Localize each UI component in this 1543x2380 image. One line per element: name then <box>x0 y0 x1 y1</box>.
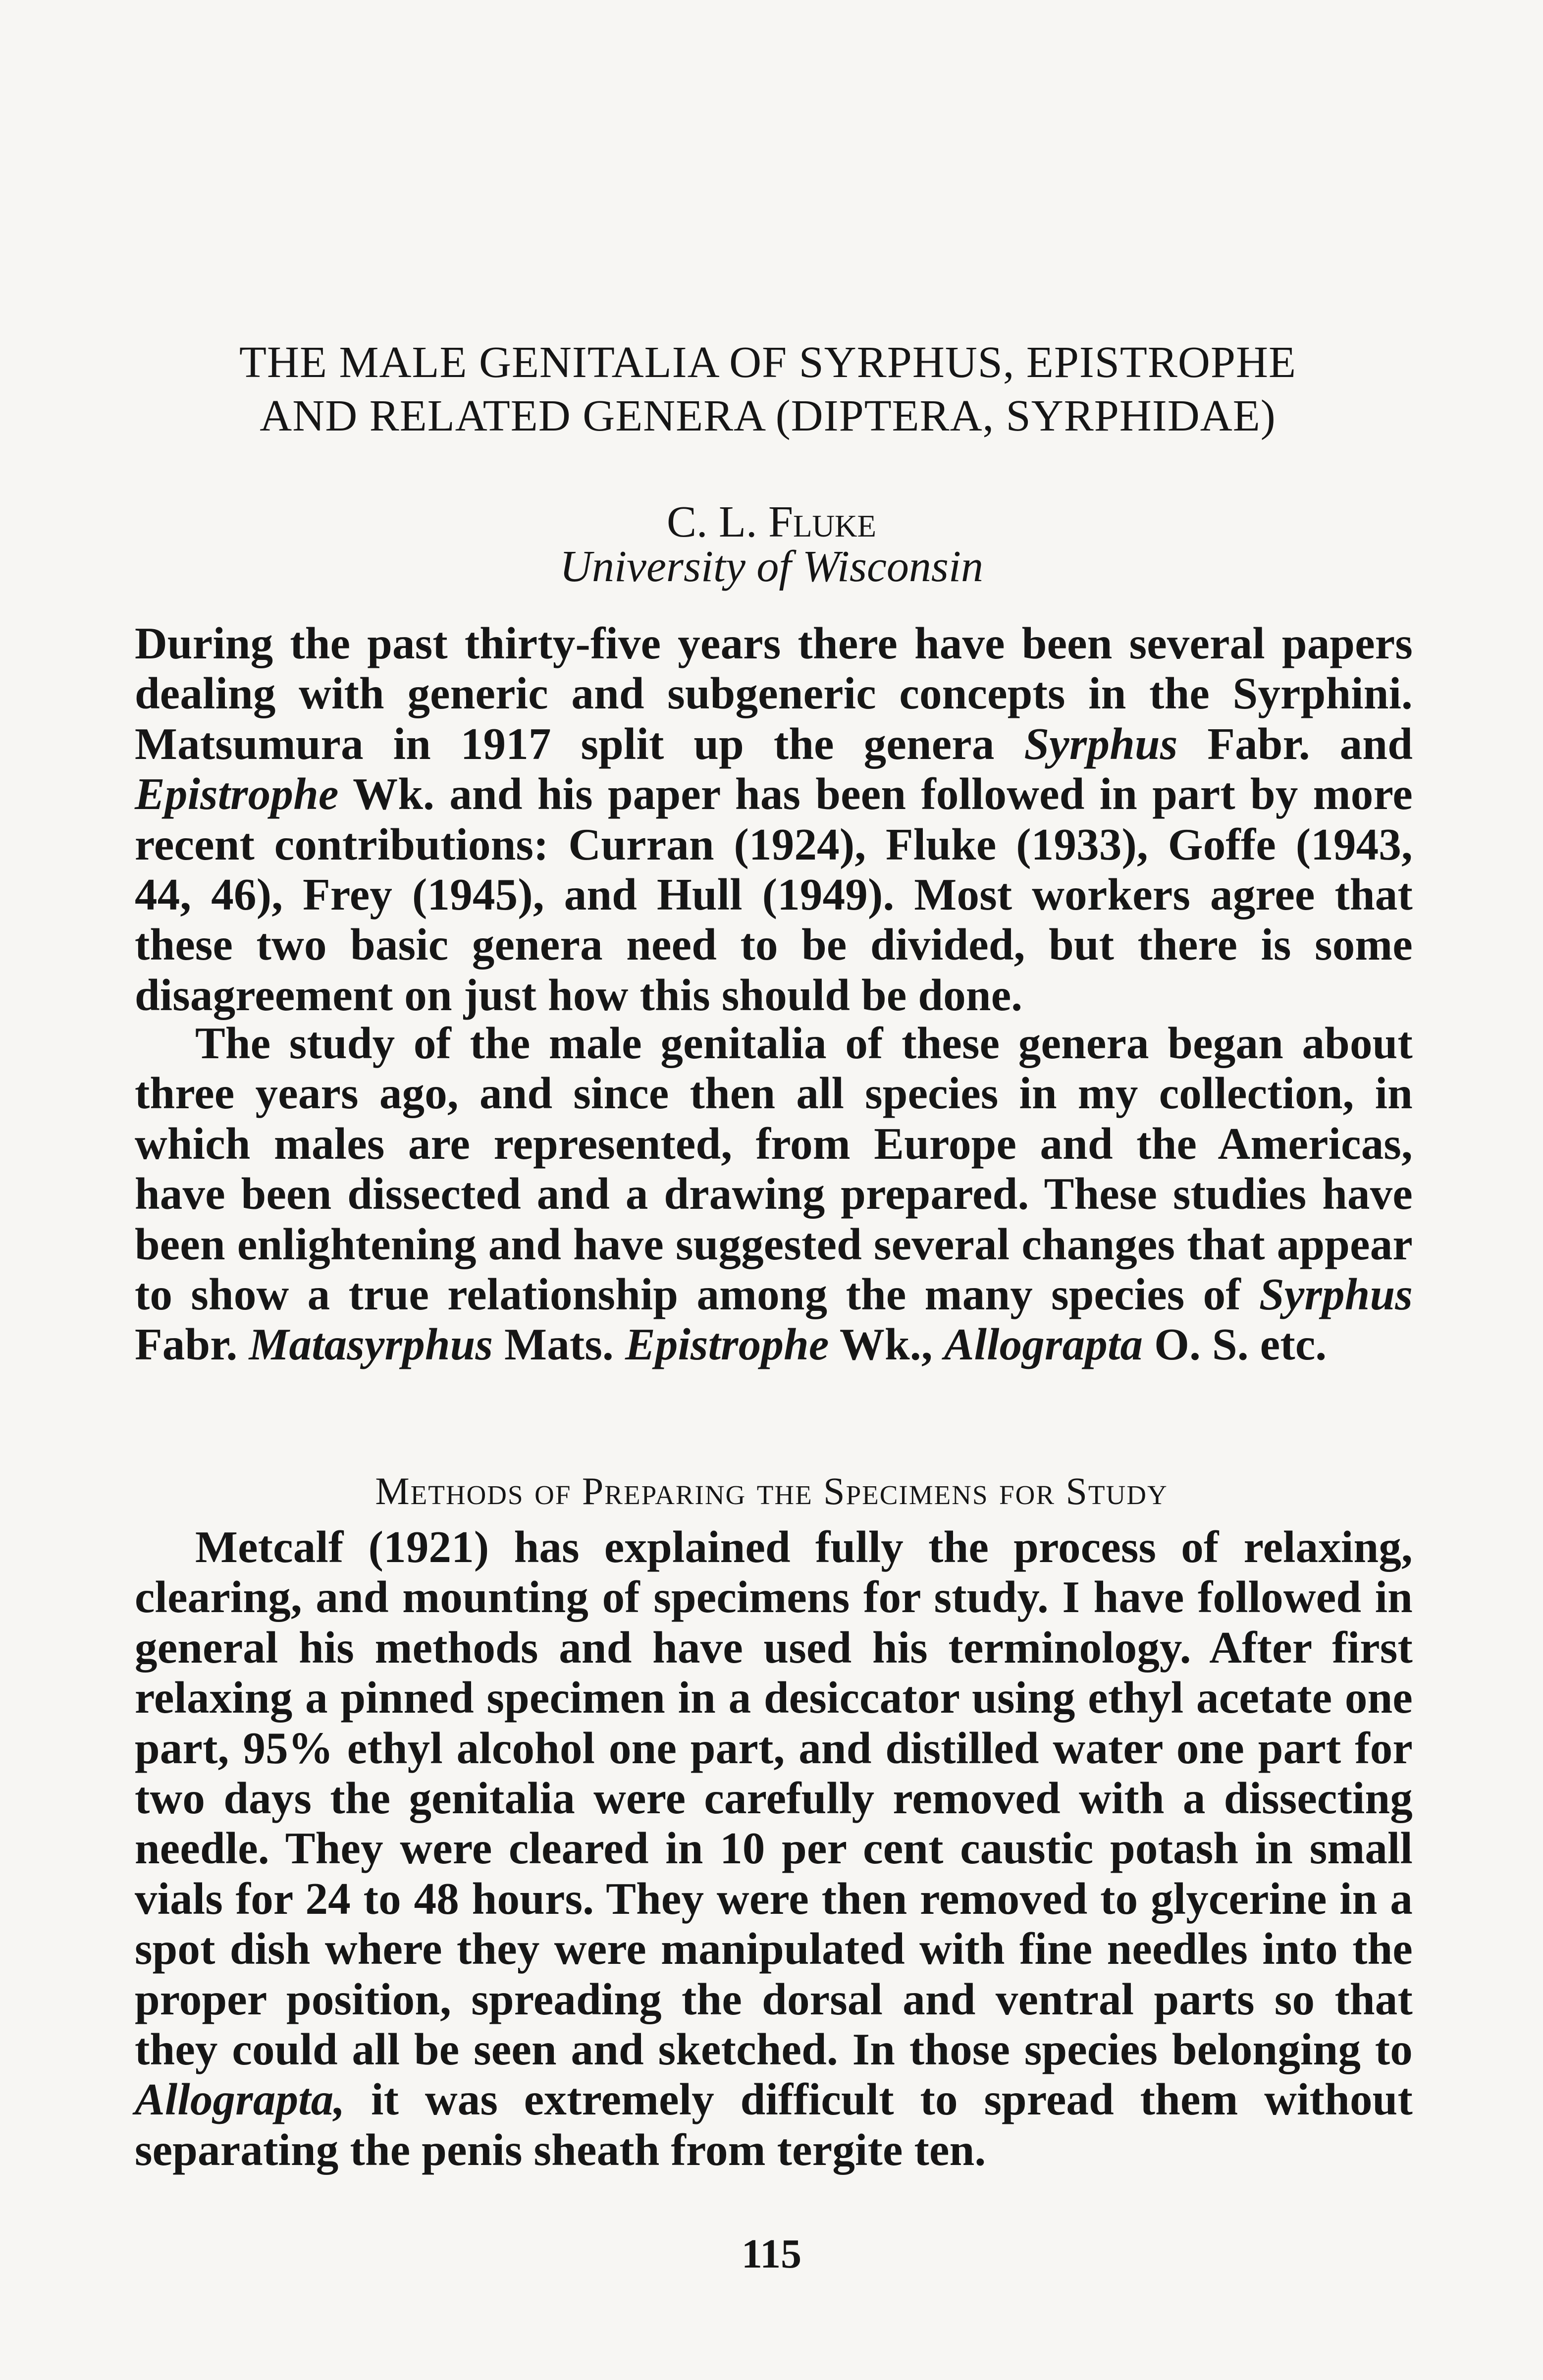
author-name <box>0 496 1543 548</box>
italic-taxon: Allograpta <box>944 1319 1143 1370</box>
intro-paragraph-1 <box>135 618 1413 1020</box>
methods-paragraph-1 <box>135 1522 1413 2175</box>
text-run: The study of the male genitalia of these genera began about three years ago, and since then all species in my collection, in which males are represented, from Europe and the Americas, have been dissected and a drawing prepared. These studies have been enlightening and have suggested several changes that appear to show a true relationship among the many species of <box>135 1018 1413 1320</box>
author-initials: C. L. <box>666 497 757 546</box>
italic-taxon: Matasyrphus <box>249 1319 493 1370</box>
intro-paragraph-2 <box>135 1018 1413 1370</box>
italic-taxon: Allograpta, <box>135 2074 345 2125</box>
text-run: Mats. <box>493 1319 625 1370</box>
text-run: Fabr. <box>135 1319 249 1370</box>
text-run: Wk. and his paper has been followed in part by more recent contributions: Curran (1924), Fluke (1933), Goffe (1943, 44, 46), Frey (1945), and Hull (1949). Most workers agree that these two basic genera need to be divided, but there is some disagreement on just how this should be done. <box>135 769 1413 1020</box>
italic-taxon: Syrphus <box>1024 718 1178 769</box>
italic-taxon: Epistrophe <box>135 769 339 819</box>
italic-taxon: Epistrophe <box>625 1319 829 1370</box>
section-heading: Methods of Preparing the Specimens for Study <box>375 1469 1168 1513</box>
text-run: it was extremely difficult to spread them without separating the penis sheath from tergite ten. <box>135 2074 1413 2175</box>
title-line-2: AND RELATED GENERA (DIPTERA, SYRPHIDAE) <box>260 391 1276 440</box>
text-run: During the past thirty-five years there have been several papers dealing with generic and subgeneric concepts in the Syrphini. Matsumura in 1917 split up the genera <box>135 618 1413 769</box>
article-title <box>134 336 1402 443</box>
page-number: 115 <box>741 2231 802 2277</box>
title-line-1: THE MALE GENITALIA OF SYRPHUS, EPISTROPHE <box>239 338 1296 387</box>
text-run: Wk., <box>829 1319 944 1370</box>
text-run: Fabr. and <box>1177 718 1413 769</box>
author-affiliation: University of Wisconsin <box>560 542 983 591</box>
italic-taxon: Syrphus <box>1259 1269 1413 1320</box>
text-run: Metcalf (1921) has explained fully the process of relaxing, clearing, and mounting of specimens for study. I have followed in general his methods and have used his terminology. After first relaxing a pinned specimen in a desiccator using ethyl acetate one part, 95% ethyl alcohol one part, and distilled water one part for two days the genitalia were carefully removed with a dissecting needle. They were cleared in 10 per cent caustic potash in small vials for 24 to 48 hours. They were then removed to glycerine in a spot dish where they were manipulated with fine needles into the proper position, spreading the dorsal and ventral parts so that they could all be seen and sketched. In those species belonging to <box>135 1522 1413 2075</box>
text-run: O. S. etc. <box>1143 1319 1327 1370</box>
author-surname: Fluke <box>768 497 877 546</box>
